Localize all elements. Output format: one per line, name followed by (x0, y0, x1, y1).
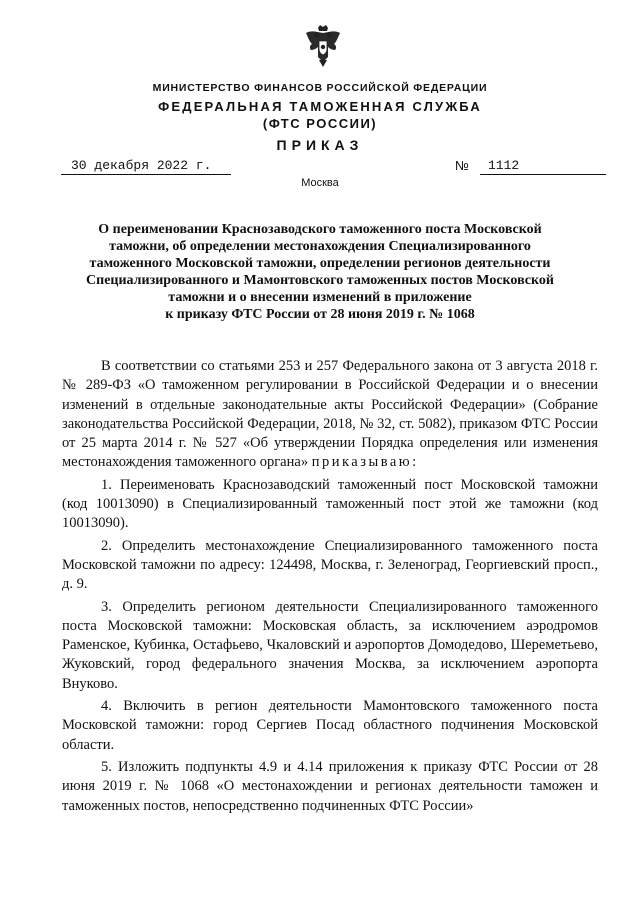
title-line: О переименовании Краснозаводского таможенного поста Московской (98, 222, 542, 237)
number-sign: № (455, 158, 469, 173)
intro-text: В соответствии со статьями 253 и 257 Федерального закона от 3 августа 2018 г. № 289-ФЗ «О таможенном регулировании в Российской Федерации и о внесении изменений в отдельные законодательные акты Российской Федерации» (Собрание законодательства Российской Федерации, 2018, № 32, ст. 5082), приказом ФТС России от 25 марта 2014 г. № 527 «Об утверждении Порядка определения или изменения местонахождения таможенного органа» (62, 358, 598, 471)
russian-coat-of-arms-icon (303, 24, 343, 68)
ministry-name: МИНИСТЕРСТВО ФИНАНСОВ РОССИЙСКОЙ ФЕДЕРАЦИИ (152, 82, 488, 94)
document-body (62, 357, 598, 819)
clause-3: 3. Определить регионом деятельности Специализированного таможенного поста Московской таможни: Московская область, за исключением аэродромов Раменское, Кубинка, Остафьево, Чкаловский и аэропортов Домодедово, Шереметьево, Жуковский, город федерального значения Москва, за исключением аэропорта Внуково. (62, 598, 598, 692)
document-city: Москва (301, 177, 339, 189)
service-name: ФЕДЕРАЛЬНАЯ ТАМОЖЕННАЯ СЛУЖБА (158, 99, 482, 114)
clause-4: 4. Включить в регион деятельности Мамонтовского таможенного поста Московской таможни: город Сергиев Посад областного подчинения Московской области. (62, 698, 598, 753)
title-line: таможни, об определении местонахождения Специализированного (109, 239, 531, 254)
title-line: таможни и о внесении изменений в приложение (168, 290, 472, 305)
clause-1: 1. Переименовать Краснозаводский таможенный пост Московской таможни (код 10013090) в Специализированный таможенный пост этой же таможни (код 10013090). (62, 476, 598, 532)
title-line: Специализированного и Мамонтовского таможенных постов Московской (86, 273, 554, 288)
intro-paragraph (62, 357, 598, 473)
document-type: ПРИКАЗ (276, 137, 364, 153)
clause-5: 5. Изложить подпункты 4.9 и 4.14 приложения к приказу ФТС России от 28 июня 2019 г. № 1068 «О местонахождении и регионах деятельности таможен и таможенных постов, непосредственно подчиненных ФТС России» (62, 758, 598, 814)
document-date: 30 декабря 2022 г. (61, 158, 231, 175)
document-number: 1112 (480, 158, 606, 175)
document-title (70, 221, 570, 323)
title-line: таможенного Московской таможни, определении регионов деятельности (89, 256, 551, 271)
order-word: приказываю: (311, 454, 419, 471)
title-line: к приказу ФТС России от 28 июня 2019 г. № 1068 (165, 307, 475, 322)
clause-2: 2. Определить местонахождение Специализированного таможенного поста Московской таможни по адресу: 124498, Москва, г. Зеленоград, Георгиевский просп., д. 9. (62, 537, 598, 593)
service-abbreviation: (ФТС РОССИИ) (262, 116, 378, 131)
